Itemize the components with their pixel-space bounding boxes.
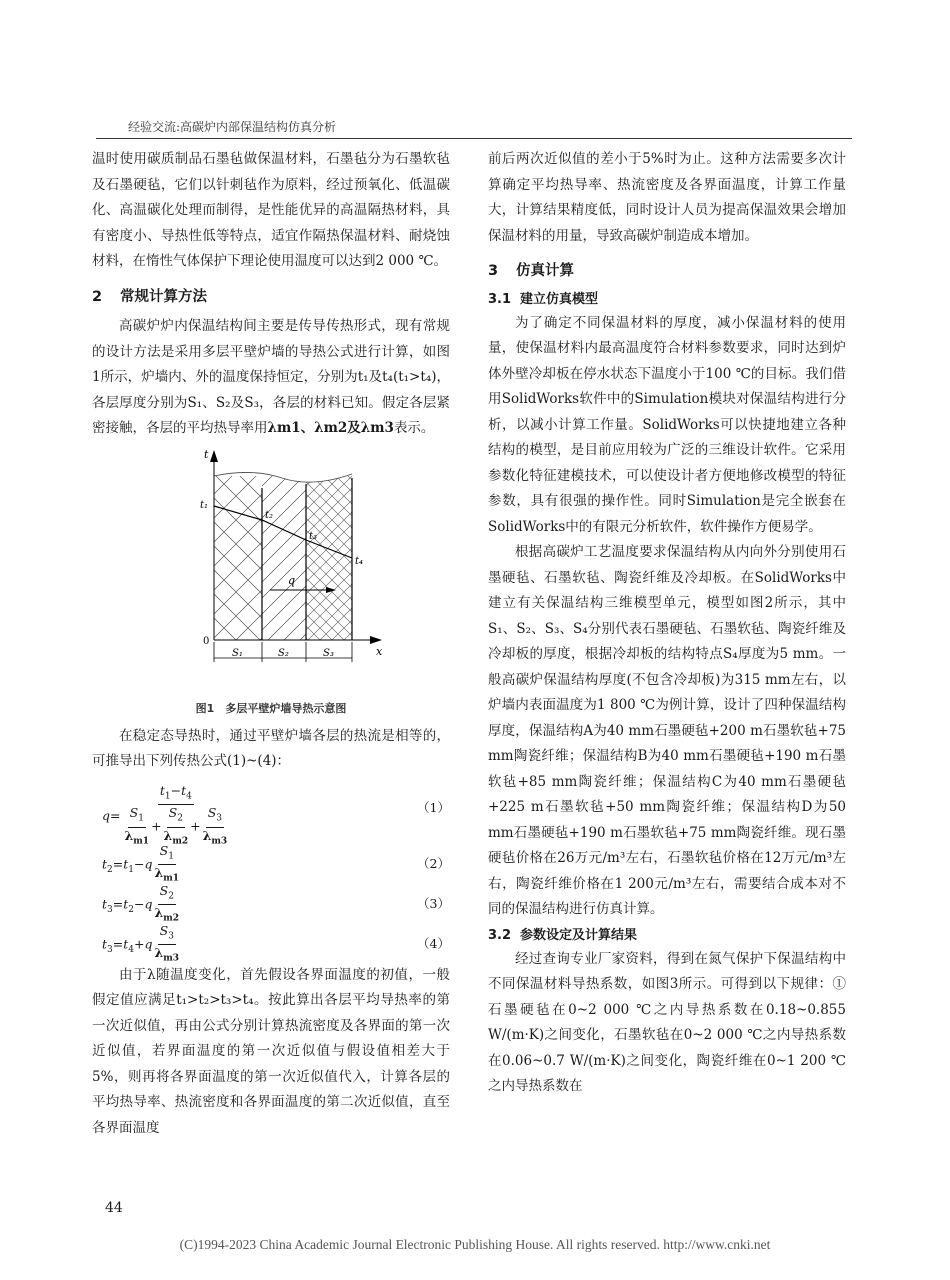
section-title: 常规计算方法 (120, 288, 207, 305)
paragraph-3-1-a: 为了确定不同保温材料的厚度，减小保温材料的使用量，使保温材料内最高温度符合材料参数要求，同时达到炉体外壁冷却板在停水状态下温度小于100 ℃的目标。我们借用SolidWorks软件中的Simulation模块对保温结构进行分析，以减小计算工作量。SolidWorks可以快捷地建立各种结构的模型，是目前应用较为广泛的三维设计软件。它采用参数化特征建模技术，可以使设计者方便地修改模型的特征参数，具有很强的操作性。同时Simulation是完全嵌套在SolidWorks中的有限元分析软件，软件操作方便易学。 (488, 314, 846, 535)
section-2-heading (92, 285, 450, 311)
paragraph-continuation: 前后两次近似值的差小于5%时为止。这种方法需要多次计算确定平均热导率、热流密度及各界面温度，计算工作量大，计算结果精度低，同时设计人员为提高保温效果会增加保温材料的用量，导致高碳炉制造成本增加。 (488, 151, 846, 244)
text-span: 表示。 (393, 420, 435, 436)
paragraph-3-2: 经过查询专业厂家资料，得到在氮气保护下保温结构中不同保温材料导热系数，如图3所示。可得到以下规律：①石墨硬毡在0~2 000 ℃之内导热系数在0.18~0.855 W/(m·K)之间变化，石墨软毡在0~2 000 ℃之内导热系数在0.06~0.7 W/(m·K)之间变化，陶瓷纤维在0~1 200 ℃之内导热系数在 (488, 950, 846, 1094)
t1-label: t₁ (200, 499, 209, 511)
q-label: q (288, 573, 296, 587)
t2-label: t₂ (265, 509, 274, 521)
paragraph-3-1-b: 根据高碳炉工艺温度要求保温结构从内向外分别使用石墨硬毡、石墨软毡、陶瓷纤维及冷却板。在SolidWorks中建立有关保温结构三维模型单元，模型如图2所示，其中S₁、S₂、S₃、S₄分别代表石墨硬毡、石墨软毡、陶瓷纤维及冷却板的厚度，根据冷却板的结构特点S₄厚度为5 mm。一般高碳炉保温结构厚度(不包含冷却板)为315 mm左右，以炉墙内表面温度为1 800 ℃为例计算，设计了四种保温结构厚度，保温结构A为40 mm石墨硬毡+200 m石墨软毡+75 mm陶瓷纤维；保温结构B为40 mm石墨硬毡+190 m石墨软毡+85 mm陶瓷纤维；保温结构C为40 mm石墨硬毡+225 m石墨软毡+50 mm陶瓷纤维；保温结构D为50 mm石墨硬毡+190 m石墨软毡+75 mm陶瓷纤维。现石墨硬毡价格在26万元/m³左右，石墨软毡价格在12万元/m³左右，陶瓷纤维价格在1 200元/m³左右，需要结合成本对不同的保温结构进行仿真计算。 (488, 544, 846, 917)
text-span: t₁及t₄(t₁>t₄) (357, 369, 437, 385)
equation-4-number: （4） (417, 935, 450, 951)
running-header: 经验交流:高碳炉内部保温结构仿真分析 (128, 120, 337, 134)
text-span: 高碳炉炉内保温结构间主要是传导传热形式，现有常规的设计方法是采用多层平壁炉墙的导热公式进行计算，如图1所示，炉墙内、外的温度保持恒定，分别为 (92, 318, 450, 385)
subsection-number: 3.1 (488, 291, 512, 307)
paragraph-intro: 温时使用碳质制品石墨毡做保温材料，石墨毡分为石墨软毡及石墨硬毡，它们以针刺毡作为原料，经过预氧化、低温碳化、高温碳化处理而制得，是性能优异的高温隔热材料，具有密度小、导热性低等特点，适宜作隔热保温材料、耐烧蚀材料，在惰性气体保护下理论使用温度可以达到2 000 ℃。 (92, 151, 450, 269)
equation-3 (92, 881, 450, 924)
x-axis-label: x (376, 644, 383, 658)
origin-label: 0 (203, 635, 210, 647)
equation-4-body: $t_3=t_4+q$ $\frac{S_3}{\lambda_{m3}}$ (102, 922, 180, 964)
s3-label: S₃ (323, 647, 334, 659)
layer-3-hatch (306, 476, 352, 640)
equation-2-body: $t_2=t_1-q$ $\frac{S_1}{\lambda_{m1}}$ (102, 842, 180, 884)
equation-4 (92, 921, 450, 964)
equations (92, 777, 450, 964)
figure-1-caption: 图1 多层平壁炉墙导热示意图 (195, 701, 347, 715)
s1-label: S₁ (232, 647, 243, 659)
equation-3-body: $t_3=t_2-q$ $\frac{S_2}{\lambda_{m2}}$ (102, 882, 180, 924)
left-column (92, 147, 450, 1141)
text-span: λm1、λm2及λm3 (267, 420, 394, 436)
figure-1 (92, 448, 450, 698)
subsection-title: 建立仿真模型 (520, 291, 599, 307)
right-column (488, 147, 846, 1100)
paragraph-steady-state: 在稳定态导热时，通过平壁炉墙各层的热流是相等的，可推导出下列传热公式(1)~(4)： (92, 727, 450, 769)
x-axis-arrow (370, 636, 382, 644)
text-span: ，各层厚度分别为S₁、S₂及S₃，各层的材料已知。假定各层紧密接触，各层的平均热导率用 (92, 369, 450, 436)
subsection-3-1-heading (488, 289, 846, 311)
subsection-3-2-heading (488, 925, 846, 947)
copyright-notice: (C)1994-2023 China Academic Journal Electronic Publishing House. All rights reserved. http://www.cnki.net (179, 1237, 771, 1252)
equation-2 (92, 841, 450, 884)
section-number: 2 (92, 288, 103, 305)
t4-label: t₄ (355, 555, 364, 567)
equation-1-body: q= $t_1-t_4$ $\frac{S_1}{\lambda_{m1}}$ + $\frac{S_2}{\lambda_{m2}}$ + $\frac{S_3}{\lambda_{m3}}$ (102, 782, 228, 846)
figure-1-diagram (92, 448, 450, 698)
section-title: 仿真计算 (516, 263, 574, 279)
paragraph-iteration: 由于λ随温度变化，首先假设各界面温度的初值，一般假定值应满足t₁>t₂>t₃>t₄。按此算出各层平均导热率的第一次近似值，再由公式分别计算热流密度及各界面的第一次近似值，若界面温度的第一次近似值与假设值相差大于5%，则再将各界面温度的第一次近似值代入，计算各层的平均热导率、热流密度和各界面温度的第二次近似值，直至各界面温度 (92, 966, 450, 1136)
equation-2-number: （2） (417, 855, 450, 871)
t-axis-label: t (204, 447, 209, 461)
paragraph-section2 (92, 314, 450, 442)
equation-3-number: （3） (417, 895, 450, 911)
t3-label: t₃ (309, 530, 318, 542)
equation-1-number: （1） (417, 799, 450, 815)
equation-1 (92, 777, 450, 846)
s2-label: S₂ (278, 647, 289, 659)
section-3-heading (488, 259, 846, 285)
section-number: 3 (488, 263, 499, 279)
subsection-number: 3.2 (488, 927, 512, 943)
header-rule (96, 138, 852, 139)
page-number: 44 (105, 1200, 123, 1216)
layer-2-hatch (262, 476, 306, 640)
t-axis-arrow (210, 450, 218, 462)
layer-1-hatch (214, 476, 262, 640)
subsection-title: 参数设定及计算结果 (520, 927, 638, 943)
